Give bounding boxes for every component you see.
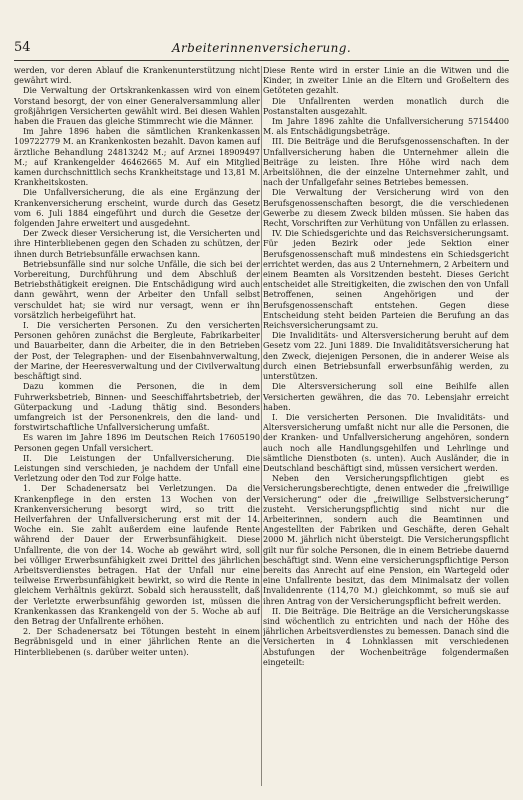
paragraph: Im Jahre 1896 zahlte die Unfallversicherung 57154400 M. als Entschädigungsbeträge.: [263, 117, 509, 137]
paragraph: Es waren im Jahre 1896 im Deutschen Reich 17605190 Personen gegen Unfall versichert.: [14, 433, 260, 453]
paragraph: Die Unfallversicherung, die als eine Ergänzung der Krankenversicherung erscheint, wurde durch das Gesetz vom 6. Juli 1884 eingeführt und durch die Gesetze der folgenden Jahre erweitert und ausgedehnt.: [14, 188, 260, 229]
paragraph: III. Die Beiträge und die Berufsgenossenschaften. In der Unfallversicherung haben die Unternehmer allein die Beiträge zu leisten. Ihre Höhe wird nach dem Arbeitslöhnen, die der einzelne Unternehmer zahlt, und nach der Unfallgefahr seines Betriebes bemessen.: [263, 137, 509, 188]
paragraph: Im Jahre 1896 haben die sämtlichen Krankenkassen 109722779 M. an Krankenkosten bezahlt. Davon kamen auf ärztliche Behandlung 24813242 M.; auf Arznei 18909497 M.; auf Krankengelder 46462665 M. Auf ein Mitglied kamen durchschnittlich sechs Krankheitstage und 13,81 M. Krankheitskosten.: [14, 127, 260, 188]
paragraph: IV. Die Schiedsgerichte und das Reichsversicherungsamt. Für jeden Bezirk oder jede Sektion einer Berufsgenossenschaft muß mindestens ein Schiedsgericht errichtet werden, das aus 2 Unternehmern, 2 Arbeitern und einem Beamten als Vorsitzenden besteht. Dieses Gericht entscheidet alle Streitigkeiten, die zwischen den von Unfall Betroffenen, seinen Angehörigen und der Berufsgenossenschaft entstehen. Gegen diese Entscheidung steht beiden Parteien die Berufung an das Reichsversicherungsamt zu.: [263, 229, 509, 331]
paragraph: Betriebsunfälle sind nur solche Unfälle, die sich bei der Vorbereitung, Durchführung und dem Abschluß der Betriebsthätigkeit ereignen. Die Entschädigung wird auch dann gewährt, wenn der Arbeiter den Unfall selbst verschuldet hat; sie wird nur versagt, wenn er ihn vorsätzlich herbeigeführt hat.: [14, 259, 260, 320]
left-column: [14, 66, 260, 791]
paragraph: Die Invaliditäts- und Altersversicherung beruht auf dem Gesetz vom 22. Juni 1889. Die Invaliditätsversicherung hat den Zweck, diejenigen Personen, die in anderer Weise als durch einen Betriebsunfall erwerbsunfähig werden, zu unterstützen.: [263, 331, 509, 382]
running-title: Arbeiterinnenversicherung.: [171, 41, 352, 55]
page-number: 54: [14, 40, 31, 55]
paragraph: Der Zweck dieser Versicherung ist, die Versicherten und ihre Hinterbliebenen gegen den Schaden zu schützen, der ihnen durch Betriebsunfälle erwachsen kann.: [14, 229, 260, 259]
paragraph: I. Die versicherten Personen. Die Invaliditäts- und Altersversicherung umfaßt nicht nur alle die Personen, die der Kranken- und Unfallversicherung angehören, sondern auch noch alle Handlungsgehilfen und Lehrlinge und sämtliche Dienstboten (s. unten). Auch Ausländer, die in Deutschland beschäftigt sind, müssen versichert werden.: [263, 412, 509, 473]
paragraph: werden, vor deren Ablauf die Krankenunterstützung nicht gewährt wird.: [14, 66, 260, 86]
paragraph: Die Altersversicherung soll eine Beihilfe allen Versicherten gewähren, die das 70. Lebensjahr erreicht haben.: [263, 382, 509, 412]
paragraph: I. Die versicherten Personen. Zu den versicherten Personen gehören zunächst die Bergleute, Fabrikarbeiter und Bauarbeiter, dann die Arbeiter, die in den Betrieben der Post, der Telegraphen- und der Eisenbahnverwaltung, der Marine, der Heeresverwaltung und der Civilverwaltung beschäftigt sind.: [14, 321, 260, 382]
paragraph: II. Die Beiträge. Die Beiträge an die Versicherungskasse sind wöchentlich zu entrichten und nach der Höhe des jährlichen Arbeitsverdienstes zu bemessen. Danach sind die Versicherten in 4 Lohnklassen mit verschiedenen Abstufungen der Wochenbeiträge folgendermaßen eingeteilt:: [263, 606, 509, 667]
paragraph: Diese Rente wird in erster Linie an die Witwen und die Kinder, in zweiter Linie an die Eltern und Großeltern des Getöteten gezahlt.: [263, 66, 509, 96]
paragraph: Die Verwaltung der Ortskrankenkassen wird von einem Vorstand besorgt, der von einer Generalversammlung aller großjährigen Versicherten gewählt wird. Bei diesen Wahlen haben die Frauen das gleiche Stimmrecht wie die Männer.: [14, 86, 260, 127]
paragraph: Die Verwaltung der Versicherung wird von den Berufsgenossenschaften besorgt, die die verschiedenen Gewerbe zu diesem Zweck bilden müssen. Sie haben das Recht, Vorschriften zur Verhütung von Unfällen zu erlassen.: [263, 188, 509, 229]
paragraph: 1. Der Schadenersatz bei Verletzungen. Da die Krankenpflege in den ersten 13 Wochen von der Krankenversicherung besorgt wird, so tritt die Heilverfahren der Unfallversicherung erst mit der 14. Woche ein. Sie zahlt außerdem eine laufende Rente während der Dauer der Erwerbsunfähigkeit. Diese Unfallrente, die von der 14. Woche ab gewährt wird, soll bei völliger Erwerbsunfähigkeit zwei Drittel des jährlichen Arbeitsverdienstes betragen. Hat der Unfall nur eine teilweise Erwerbsunfähigkeit bewirkt, so wird die Rente in gleichem Verhältnis gekürzt. Sobald sich herausstellt, daß der Verletzte erwerbsunfähig geworden ist, müssen die Krankenkassen das Krankengeld von der 5. Woche ab auf den Betrag der Unfallrente erhöhen.: [14, 484, 260, 626]
paragraph: Dazu kommen die Personen, die in dem Fuhrwerksbetrieb, Binnen- und Seeschiffahrtsbetrieb, der Güterpackung und -Ladung thätig sind. Besonders umfangreich ist der Personenkreis, den die land- und forstwirtschaftliche Unfallversicherung umfaßt.: [14, 382, 260, 433]
paragraph: 2. Der Schadenersatz bei Tötungen besteht in einem Begräbnisgeld und in einer jährlichen Rente an die Hinterbliebenen (s. darüber weiter unten).: [14, 627, 260, 657]
column-divider: [261, 66, 262, 786]
page-header: [14, 40, 509, 61]
right-column: [263, 66, 509, 791]
paragraph: Neben den Versicherungspflichtigen giebt es Versicherungsberechtigte, denen entweder die „freiwillige Versicherung“ oder die „freiwillige Selbstversicherung“ zusteht. Versicherungspflichtig sind nicht nur die Arbeiterinnen, sondern auch die Beamtinnen und Angestellten der Fabriken und Geschäfte, deren Gehalt 2000 M. jährlich nicht übersteigt. Die Versicherungspflicht gilt nur für solche Personen, die in einem Betriebe dauernd beschäftigt sind. Wenn eine versicherungspflichtige Person bereits das Anrecht auf eine Pension, ein Wartegeld oder eine Unfallrente besitzt, das dem Minimalsatz der vollen Invalidenrente (114,70 M.) gleichkommt, so muß sie auf ihren Antrag von der Versicherungspflicht befreit werden.: [263, 474, 509, 606]
paragraph: Die Unfallrenten werden monatlich durch die Postanstalten ausgezahlt.: [263, 96, 509, 116]
paragraph: II. Die Leistungen der Unfallversicherung. Die Leistungen sind verschieden, je nachdem der Unfall eine Verletzung oder den Tod zur Folge hatte.: [14, 453, 260, 484]
